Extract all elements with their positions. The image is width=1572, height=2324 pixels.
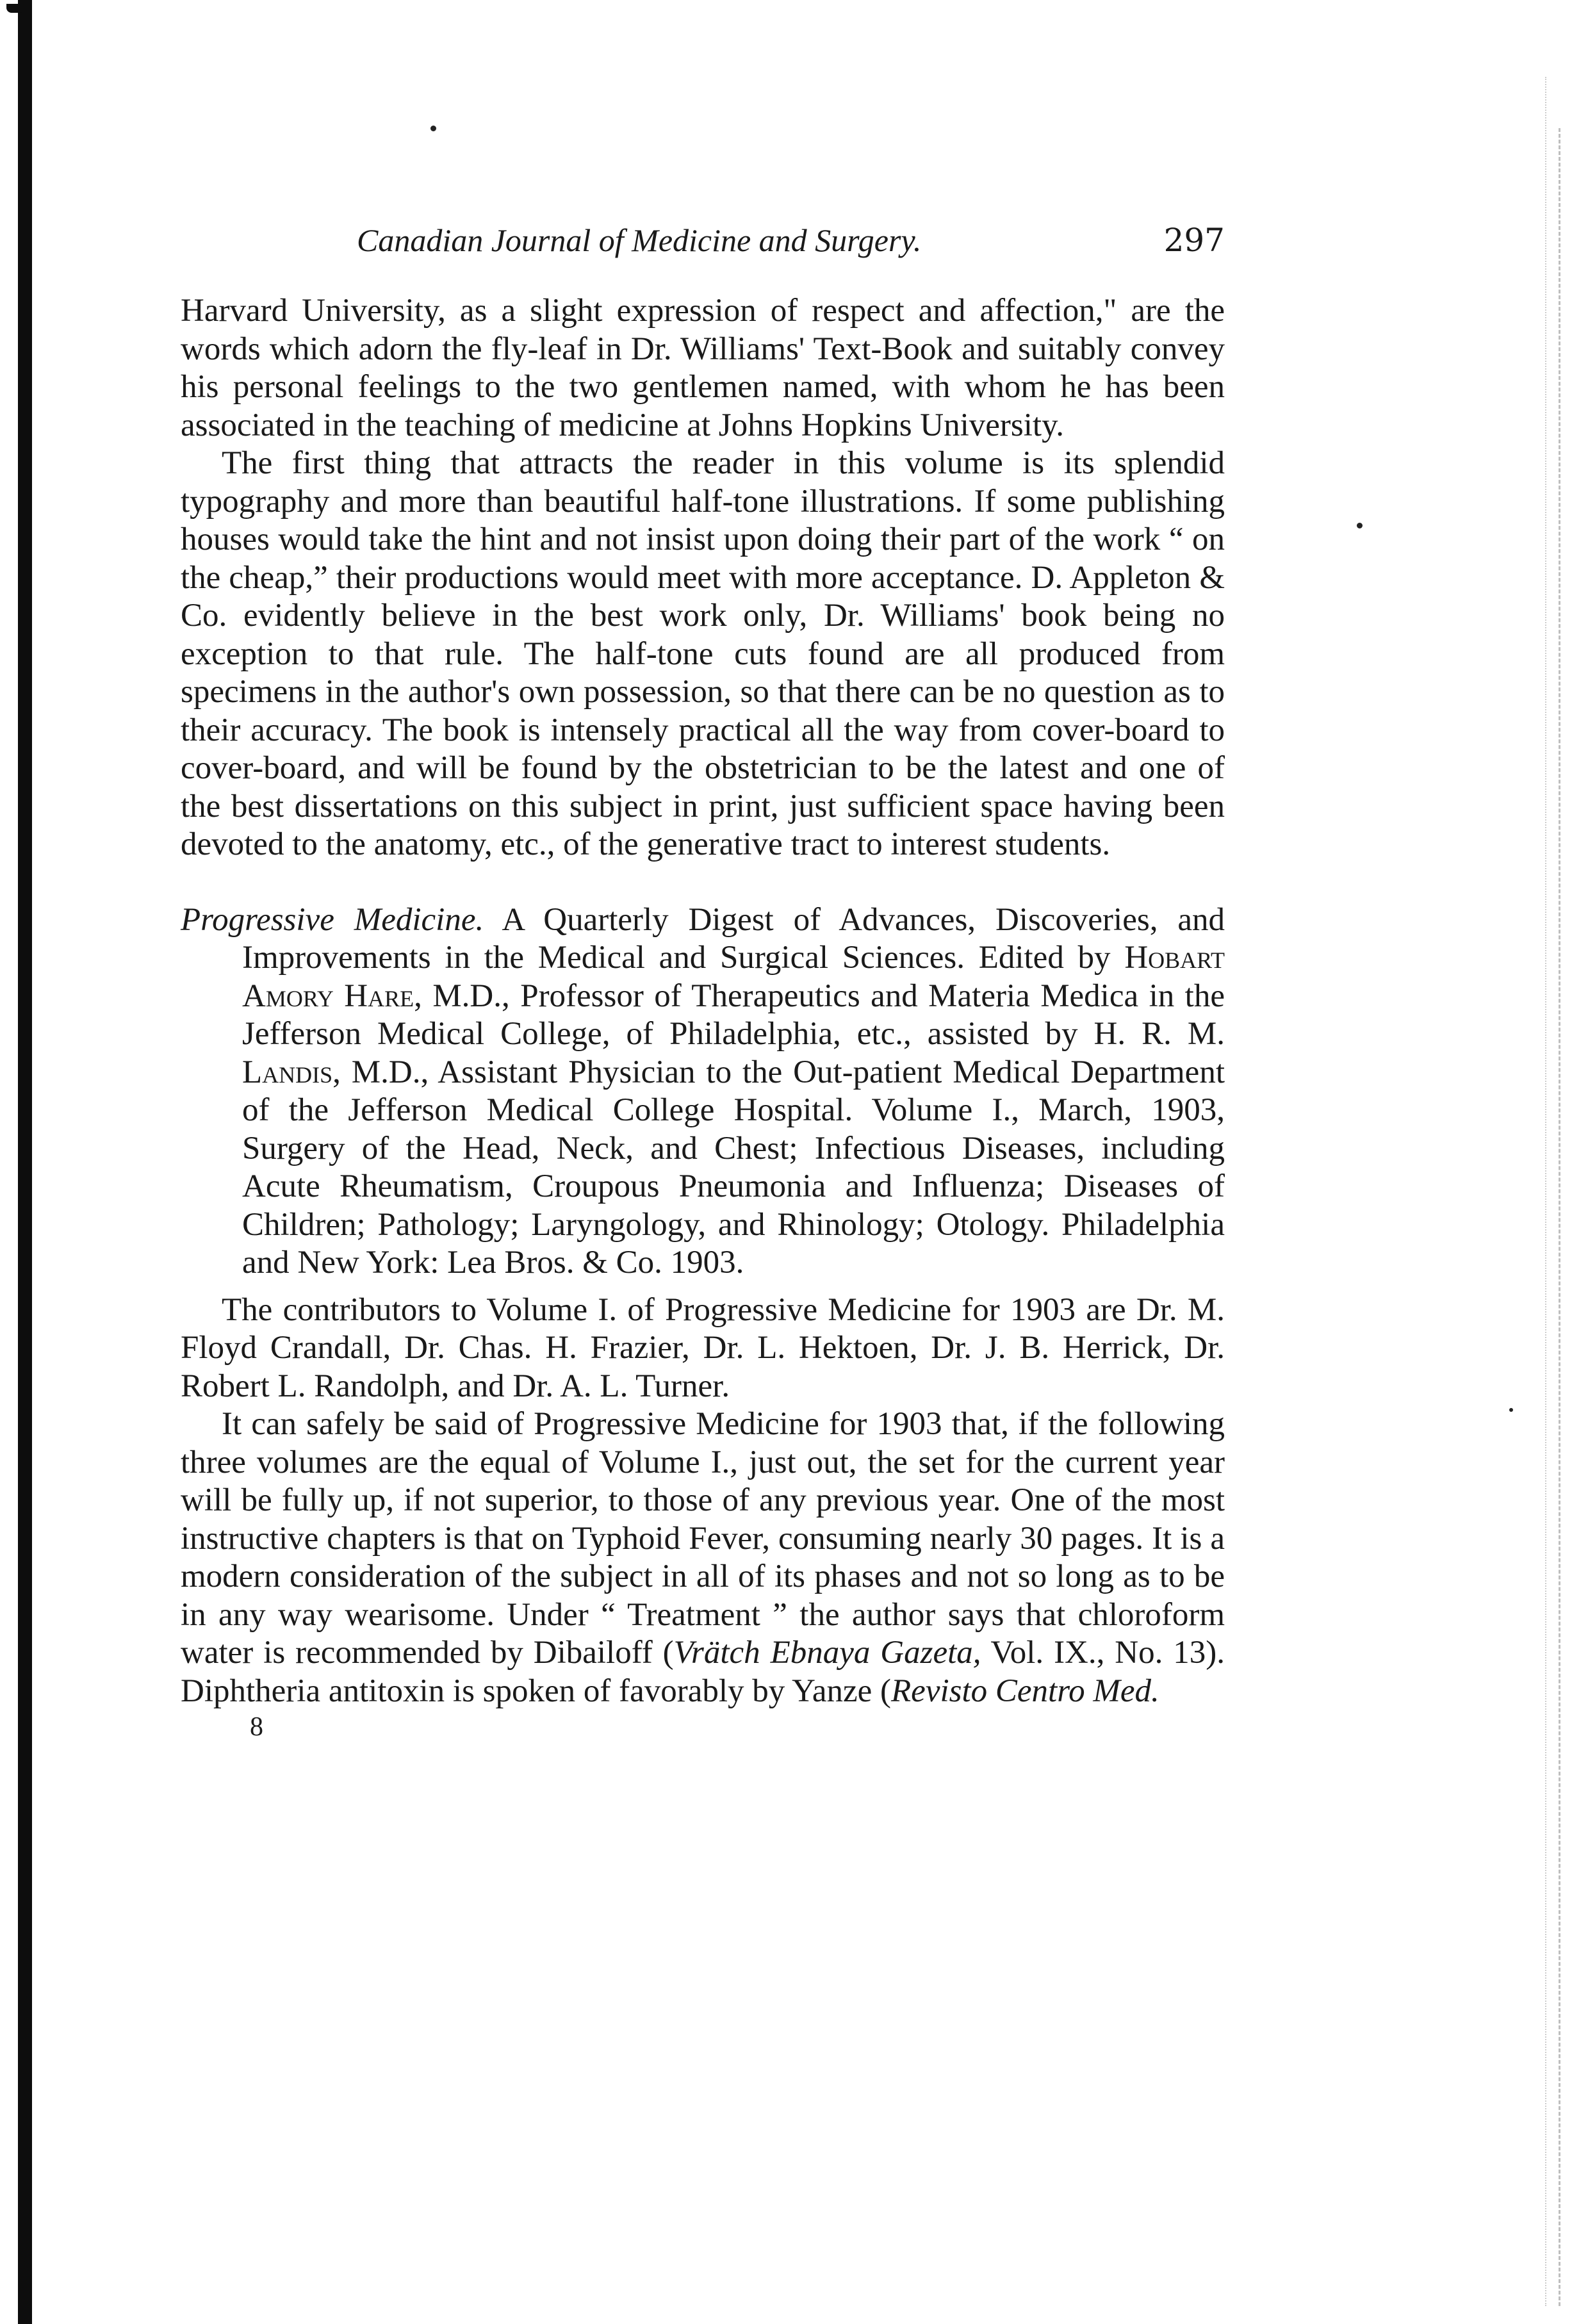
ink-speck <box>1357 523 1363 528</box>
book-notice-text-2: , M.D., Professor of Therapeutics and Materia Medica in the Jefferson Medical College, of Philadelphia, etc., assisted by H. R. M. <box>242 978 1225 1052</box>
paragraph-2: The first thing that attracts the reader in this volume is its splendid typography and more than beautiful half-tone illustrations. If some publishing houses would take the hint and not insist upon doing their part of the work “ on the cheap,” their productions would meet with more acceptance. D. Appleton & Co. evidently believe in the best work only, Dr. Williams' book being no exception to that rule. The half-tone cuts found are all produced from specimens in the author's own possession, so that there can be no question as to their accuracy. The book is intensely practical all the way from cover-board to cover-board, and will be found by the obstetrician to be the latest and one of the best dissertations on this subject in print, just sufficient space having been devoted to the anatomy, etc., of the generative tract to interest students. <box>181 445 1225 862</box>
book-binding-edge <box>18 0 32 2324</box>
binding-notch <box>6 4 24 13</box>
paragraph-4-text-a: It can safely be said of Progressive Medicine for 1903 that, if the following three volumes are the equal of Volume I., just out, the set for the current year will be fully up, if not superior, to those of any previous year. One of the most instructive chapters is that on Typhoid Fever, consuming nearly 30 pages. It is a modern consideration of the subject in all of its phases and not so long as to be in any way wearisome. Under “ Treatment ” the author says that chloroform water is recommended by Dibailoff ( <box>181 1406 1225 1671</box>
ink-speck <box>430 126 436 131</box>
page-content <box>181 211 1225 1742</box>
editor-name: Hobart Amory Hare <box>242 940 1225 1014</box>
paragraph-1: Harvard University, as a slight expression of respect and affection," are the words which adorn the fly-leaf in Dr. Williams' Text-Book and suitably convey his personal feelings to the two gentlemen named, with whom he has been associated in the teaching of medicine at Johns Hopkins University. <box>181 293 1225 443</box>
page-edge-shadow <box>1559 128 1564 2306</box>
journal-title-2: Revisto Centro Med. <box>891 1673 1159 1709</box>
paragraph-3: The contributors to Volume I. of Progressive Medicine for 1903 are Dr. M. Floyd Crandall, Dr. Chas. H. Frazier, Dr. L. Hektoen, Dr. J. B. Herrick, Dr. Robert L. Randolph, and Dr. A. L. Turner. <box>181 1291 1225 1404</box>
page-edge-shadow-inner <box>1545 77 1550 2306</box>
book-notice-text-3: , M.D., Assistant Physician to the Out-patient Medical Department of the Jefferson Medical College Hospital. Volume I., March, 1903, Surgery of the Head, Neck, and Chest; Infectious Diseases, including Acute Rheumatism, Croupous Pneumonia and Influenza; Diseases of Children; Pathology; Laryngology, and Rhinology; Otology. Philadelphia and New York: Lea Bros. & Co. 1903. <box>242 1054 1225 1281</box>
book-title: Progressive Medicine. <box>181 901 484 938</box>
page-number: 297 <box>1163 222 1225 259</box>
assistant-name: Landis <box>242 1054 333 1090</box>
book-notice-entry <box>181 901 1225 1282</box>
book-notice-text-1: A Quarterly Digest of Advances, Discoveries, and Improvements in the Medical and Surgical Sciences. Edited by <box>242 901 1225 976</box>
paragraph-4 <box>181 1405 1225 1710</box>
running-title: Canadian Journal of Medicine and Surgery. <box>357 222 922 258</box>
signature-mark: 8 <box>250 1712 263 1742</box>
journal-title-1: Vrätch Ebnaya Gazeta, <box>673 1635 981 1671</box>
ink-speck <box>1509 1408 1513 1412</box>
page-header <box>181 211 1225 269</box>
paragraph-4-text-b: Vol. IX., No. 13). Diphtheria antitoxin is spoken of favorably by Yanze ( <box>181 1635 1225 1709</box>
